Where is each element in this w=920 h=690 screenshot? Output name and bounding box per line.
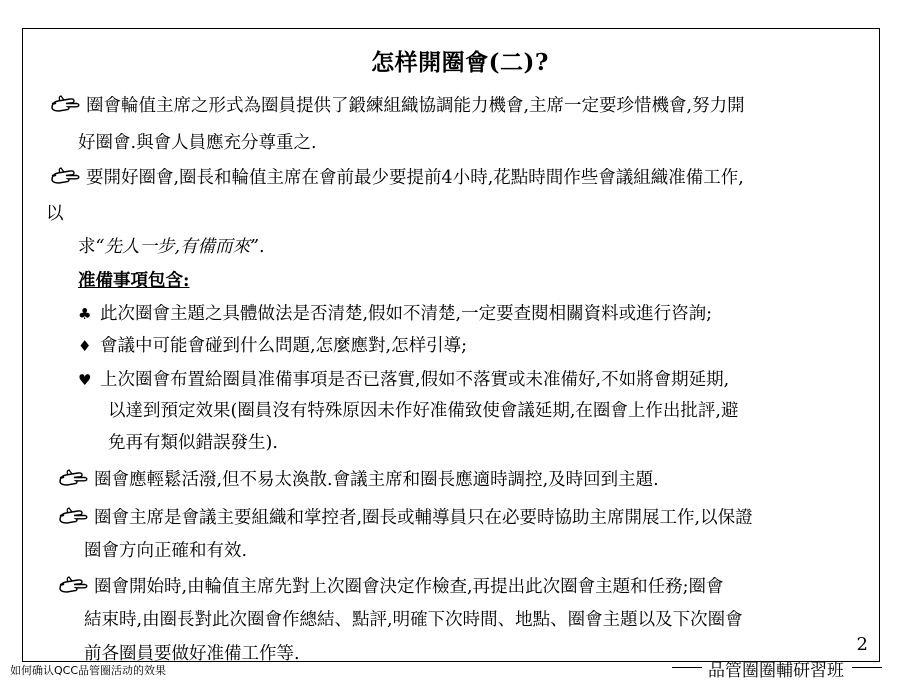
list-item-club <box>78 303 712 325</box>
paragraph-2 <box>50 166 744 189</box>
paragraph-1-line-2: 好圈會.與會人員應充分尊重之. <box>78 133 317 153</box>
paragraph-5 <box>58 575 724 598</box>
club-item-text: 此次圈會主題之具體做法是否清楚,假如不清楚,一定要查閱相關資料或進行咨詢; <box>100 304 713 324</box>
heart-item-line-2: 以達到預定效果(圈員沒有特殊原因未作好准備致使會議延期,在圈會上作出批評,避 <box>108 401 739 421</box>
quote-prefix: 求 <box>78 237 96 257</box>
pointing-hand-icon <box>58 575 88 595</box>
paragraph-5-line-3: 前各圈員要做好准備工作等. <box>84 644 300 664</box>
paragraph-5-line-1: 圈會開始時,由輪值主席先對上次圈會決定作檢查,再提出此次圈會主題和任務;圈會 <box>94 577 724 597</box>
footer-rule-left <box>672 667 702 668</box>
heart-item-line-3: 免再有類似錯誤發生). <box>108 433 278 453</box>
page-number: 2 <box>856 634 868 655</box>
diamond-bullet-icon: ♦ <box>78 337 92 355</box>
pointing-hand-icon <box>50 166 80 186</box>
list-item-heart <box>78 369 729 391</box>
club-bullet-icon: ♣ <box>78 305 92 323</box>
footer-rule-right <box>852 667 882 668</box>
paragraph-2-line-3 <box>78 236 265 258</box>
footer-right-text: 品管圈圈輔研習班 <box>708 661 844 681</box>
paragraph-2-line-1: 要開好圈會,圈長和輪值主席在會前最少要提前4小時,花點時間作些會議組織准備工作, <box>86 168 744 188</box>
paragraph-1-line-1: 圈會輪值主席之形式為圈員提供了鍛練組織協調能力機會,主席一定要珍惜機會,努力開 <box>86 96 745 116</box>
paragraph-4 <box>58 506 753 529</box>
paragraph-5-line-2: 結束時,由圈長對此次圈會作總結、點評,明確下次時間、地點、圈會主題以及下次圈會 <box>84 610 743 630</box>
paragraph-3-line-1: 圈會應輕鬆活潑,但不易太渙散.會議主席和圈長應適時調控,及時回到主題. <box>94 470 659 490</box>
heart-item-line-1: 上次圈會布置給圈員准備事項是否已落實,假如不落實或未准備好,不如將會期延期, <box>100 370 730 390</box>
footer-left-text: 如何确认QCC品管圈活动的效果 <box>10 664 167 677</box>
quote-suffix: . <box>258 237 265 257</box>
diamond-item-text: 會議中可能會碰到什么問題,怎麼應對,怎样引導; <box>100 336 468 356</box>
paragraph-4-line-2: 圈會方向正確和有效. <box>84 541 248 561</box>
heart-bullet-icon: ♥ <box>78 371 92 389</box>
prep-heading: 准備事項包含: <box>78 271 190 291</box>
quote-text: “先人一步,有備而來” <box>95 237 259 257</box>
pointing-hand-icon <box>58 468 88 488</box>
pointing-hand-icon <box>58 506 88 526</box>
slide-title: 怎样開圈會(二)? <box>371 49 549 76</box>
paragraph-4-line-1: 圈會主席是會議主要組織和掌控者,圈長或輔導員只在必要時協助主席開展工作,以保證 <box>94 508 753 528</box>
paragraph-2-line-2: 以 <box>46 204 64 224</box>
list-item-diamond <box>78 335 467 357</box>
pointing-hand-icon <box>50 94 80 114</box>
paragraph-3 <box>58 468 659 491</box>
paragraph-1 <box>50 94 745 117</box>
